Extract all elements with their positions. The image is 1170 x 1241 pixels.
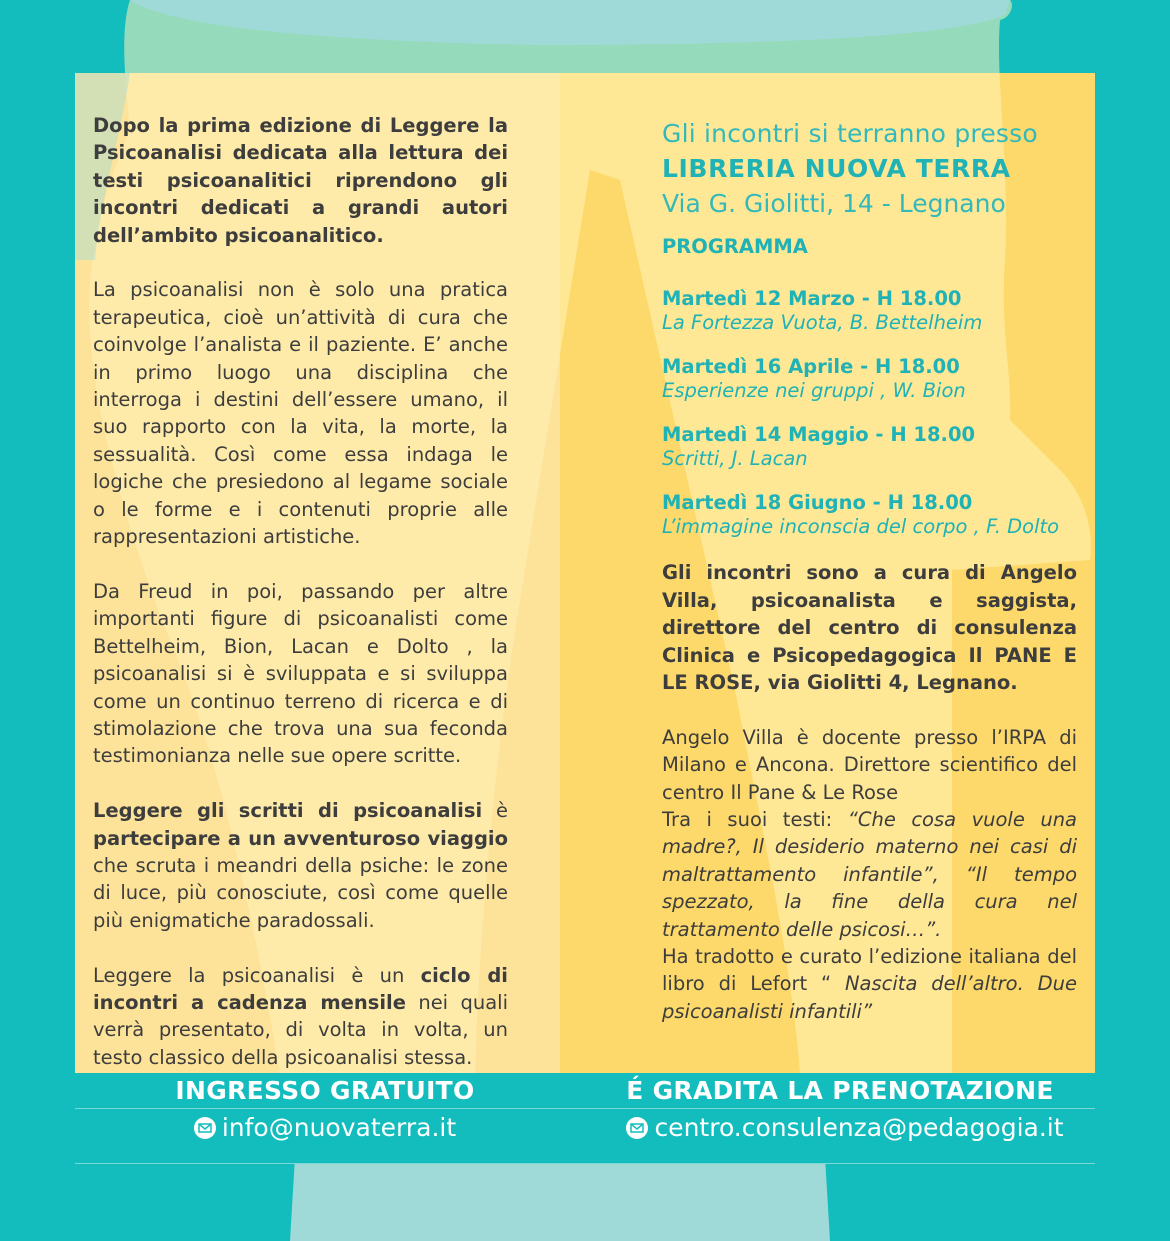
curator-paragraph: Gli incontri sono a cura di Angelo Villa, psicoanalista e saggista, direttore del centro di consulenza Clinica e Psicopedagogica Il PANE E LE ROSE, via Giolitti 4, Legnano. [662,561,1077,695]
free-entry-title: INGRESSO GRATUITO [175,1076,475,1105]
event-date: Martedì 14 Maggio - H 18.00 [662,423,976,447]
event-date: Martedì 12 Marzo - H 18.00 [662,287,962,311]
footer-divider [75,1108,1095,1109]
event-title: Scritti, J. Lacan [662,447,808,471]
left-column [93,112,508,1099]
bio-paragraph: Angelo Villa è docente presso l’IRPA di Milano e Ancona. Direttore scientifico del centro Il Pane & Le Rose Tra i suoi testi: “Che cosa vuole una madre?, Il desiderio materno nei casi di maltrattamento infantile”, “Il tempo spezzato, la fine della cura nel trattamento delle psicosi…”. Ha tradotto e curato l’edizione italiana del libro di Lefort “ Nascita dell’altro. Due psicoanalisti infantili” [662,725,1078,1023]
booking-title: É GRADITA LA PRENOTAZIONE [626,1076,1054,1105]
paragraph-3: Leggere gli scritti di psicoanalisi è partecipare a un avventuroso viaggio che scruta i meandri della psiche: le zone di luce, più conosciute, così come quelle più enigmatiche paradossali. [93,799,508,932]
venue-address: Via G. Giolitti, 14 - Legnano [662,189,1006,218]
paragraph-1: La psicoanalisi non è solo una pratica terapeutica, cioè un’attività di cura che coinvolge l’analista e il paziente. E’ anche in primo luogo una disciplina che interroga i destini dell’essere umano, il suo rapporto con la vita, la morte, la sessualità. Così come essa indaga le logiche che presiedono al legame sociale o le forme e i contenuti proprie alle rappresentazioni artistiche. [93,278,508,549]
email-right[interactable] [595,1113,1095,1142]
email-right-text[interactable]: centro.consulenza@pedagogia.it [654,1113,1064,1142]
envelope-icon [626,1117,648,1139]
program-title: PROGRAMMA [662,235,808,258]
email-left[interactable] [75,1113,575,1142]
intro-paragraph: Dopo la prima edizione di Leggere la Psicoanalisi dedicata alla lettura dei testi psicoanalitici riprendono gli incontri dedicati a grandi autori dell’ambito psicoanalitico. [93,114,508,247]
event-date: Martedì 18 Giugno - H 18.00 [662,491,973,515]
email-left-text[interactable]: info@nuovaterra.it [221,1113,457,1142]
event-title: Esperienze nei gruppi , W. Bion [662,379,966,403]
paragraph-2: Da Freud in poi, passando per altre importanti figure di psicoanalisti come Bettelheim, Bion, Lacan e Dolto , la psicoanalisi si è sviluppata e si sviluppa come un continuo terreno di ricerca e di stimolazione che trova una sua feconda testimonianza nelle sue opere scritte. [93,579,508,768]
envelope-icon [194,1117,216,1139]
venue-name: LIBRERIA NUOVA TERRA [662,154,1011,183]
event-title: L’immagine inconscia del corpo , F. Dolto [662,515,1060,539]
event-item [662,423,1077,471]
right-column [662,116,1077,1053]
venue-intro: Gli incontri si terranno presso [662,119,1038,148]
paragraph-4: Leggere la psicoanalisi è un ciclo di incontri a cadenza mensile nei quali verrà presentato, di volta in volta, un testo classico della psicoanalisi stessa. [93,963,508,1069]
event-item [662,287,1077,335]
event-item [662,355,1077,403]
event-date: Martedì 16 Aprile - H 18.00 [662,355,960,379]
event-item [662,491,1077,539]
event-title: La Fortezza Vuota, B. Bettelheim [662,311,983,335]
events-list [662,287,1077,539]
footer-bottom-line [75,1163,1095,1164]
